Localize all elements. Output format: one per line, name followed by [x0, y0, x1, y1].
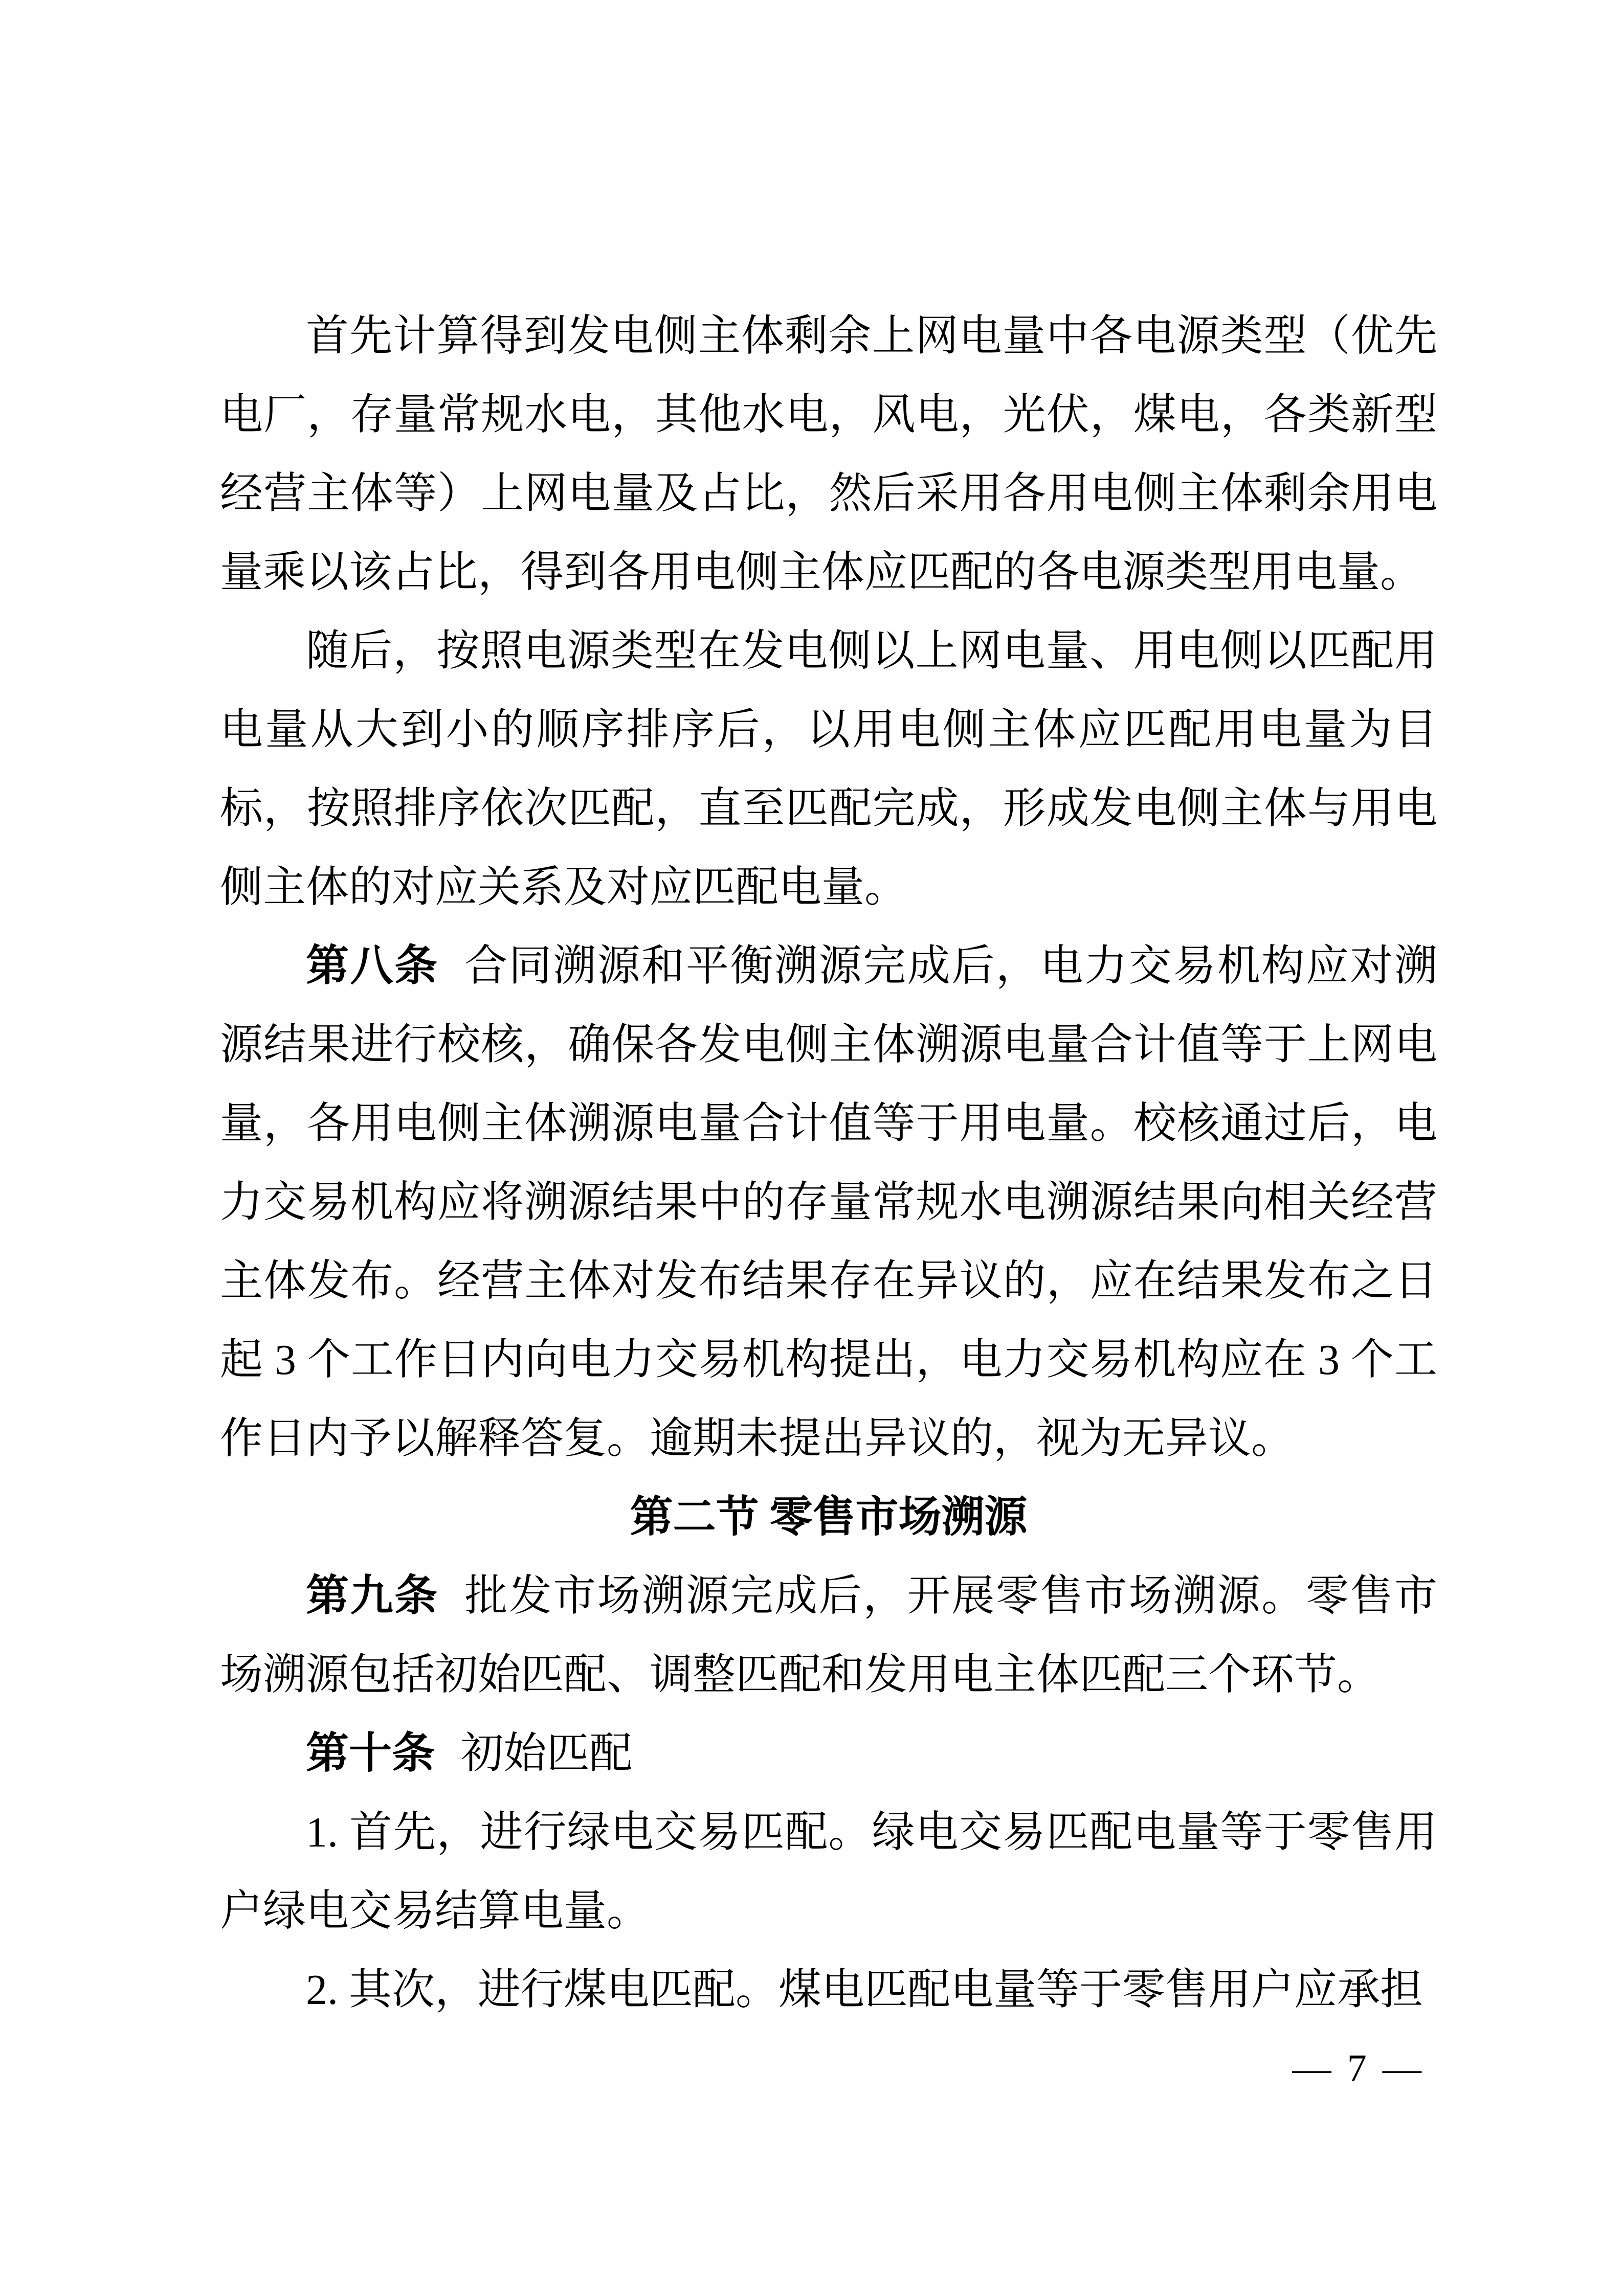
document-body: [220, 297, 1437, 2030]
section-heading: 第二节 零售市场溯源: [630, 1494, 1028, 1541]
article-8-text: 合同溯源和平衡溯源完成后，电力交易机构应对溯源结果进行校核，确保各发电侧主体溯源电量合计值等于上网电量，各用电侧主体溯源电量合计值等于用电量。校核通过后，电力交易机构应将溯源结果中的存量常规水电溯源结果向相关经营主体发布。经营主体对发布结果存在异议的，应在结果发布之日起 3 个工作日内向电力交易机构提出，电力交易机构应在 3 个工作日内予以解释答复。逾期未提出异议的，视为无异议。: [220, 942, 1437, 1462]
paragraph-article-10: [220, 1715, 1437, 1793]
article-10-number: 第十条: [306, 1730, 435, 1777]
list-item-2: 2. 其次，进行煤电匹配。煤电匹配电量等于零售用户应承担: [306, 1966, 1423, 2014]
article-9-number: 第九条: [306, 1572, 439, 1620]
paragraph: 首先计算得到发电侧主体剩余上网电量中各电源类型（优先电厂，存量常规水电，其他水电，风电，光伏，煤电，各类新型经营主体等）上网电量及占比，然后采用各用电侧主体剩余用电量乘以该占比，得到各用电侧主体应匹配的各电源类型用电量。: [220, 312, 1437, 596]
list-item-1: 1. 首先，进行绿电交易匹配。绿电交易匹配电量等于零售用户绿电交易结算电量。: [220, 1809, 1437, 1935]
article-9-text: 批发市场溯源完成后，开展零售市场溯源。零售市场溯源包括初始匹配、调整匹配和发用电主体匹配三个环节。: [220, 1572, 1437, 1699]
paragraph-article-9: [220, 1557, 1437, 1715]
article-10-text: 初始匹配: [460, 1730, 633, 1777]
paragraph-article-8: [220, 927, 1437, 1478]
paragraph: 随后，按照电源类型在发电侧以上网电量、用电侧以匹配用电量从大到小的顺序排序后，以用电侧主体应匹配用电量为目标，按照排序依次匹配，直至匹配完成，形成发电侧主体与用电侧主体的对应关系及对应匹配电量。: [220, 627, 1437, 911]
page-number: — 7 —: [1292, 2047, 1425, 2090]
article-8-number: 第八条: [306, 942, 439, 990]
